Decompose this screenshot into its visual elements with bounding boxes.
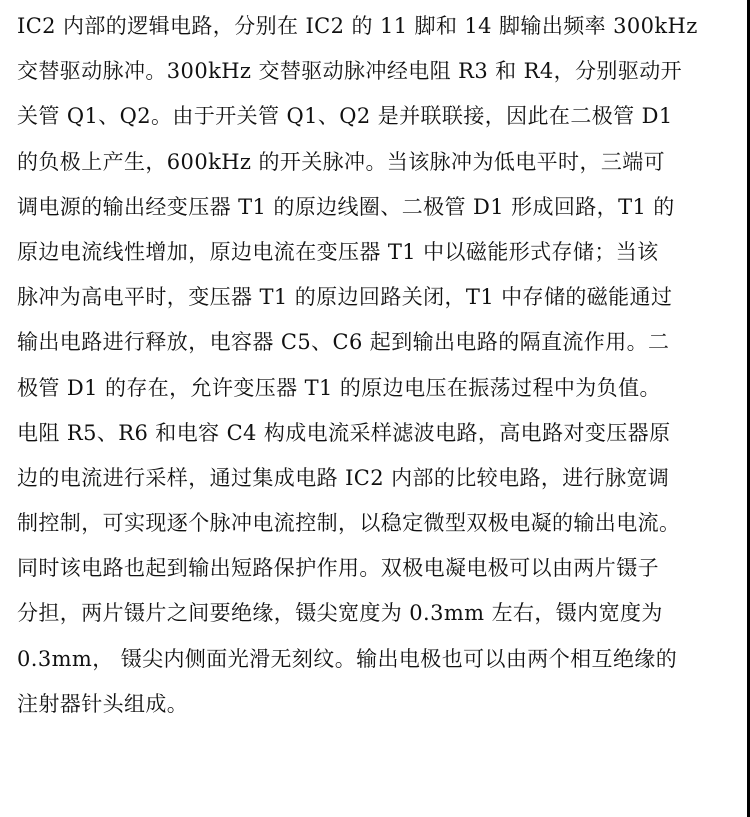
text-line: 0.3mm， 镊尖内侧面光滑无刻纹。输出电极也可以由两个相互绝缘的 [17, 646, 678, 671]
text-line: 分担，两片镊片之间要绝缘，镊尖宽度为 0.3mm 左右，镊内宽度为 [17, 601, 663, 626]
text-line: 脉冲为高电平时，变压器 T1 的原边回路关闭，T1 中存储的磁能通过 [17, 285, 673, 310]
text-line: 电阻 R5、R6 和电容 C4 构成电流采样滤波电路，高电路对变压器原 [17, 420, 671, 445]
text-line: 关管 Q1、Q2。由于开关管 Q1、Q2 是并联联接，因此在二极管 D1 [17, 104, 673, 129]
text-line: 制控制，可实现逐个脉冲电流控制，以稳定微型双极电凝的输出电流。 [17, 511, 681, 536]
text-line: 的负极上产生，600kHz 的开关脉冲。当该脉冲为低电平时，三端可 [17, 149, 666, 174]
text-line: 注射器针头组成。 [17, 691, 189, 716]
text-line: 输出电路进行释放，电容器 C5、C6 起到输出电路的隔直流作用。二 [17, 330, 670, 355]
text-line: 边的电流进行采样，通过集成电路 IC2 内部的比较电路，进行脉宽调 [17, 465, 670, 490]
text-line: IC2 内部的逻辑电路，分别在 IC2 的 11 脚和 14 脚输出频率 300kHz [17, 14, 698, 38]
text-line: 极管 D1 的存在，允许变压器 T1 的原边电压在振荡过程中为负值。 [17, 375, 661, 400]
text-line: 交替驱动脉冲。300kHz 交替驱动脉冲经电阻 R3 和 R4，分别驱动开 [17, 59, 683, 84]
text-line: 同时该电路也起到输出短路保护作用。双极电凝电极可以由两片镊子 [17, 556, 659, 581]
text-line: 原边电流线性增加，原边电流在变压器 T1 中以磁能形式存储；当该 [17, 239, 659, 264]
paragraph-text [17, 4, 732, 727]
text-line: 调电源的输出经变压器 T1 的原边线圈、二极管 D1 形成回路，T1 的 [17, 194, 675, 219]
